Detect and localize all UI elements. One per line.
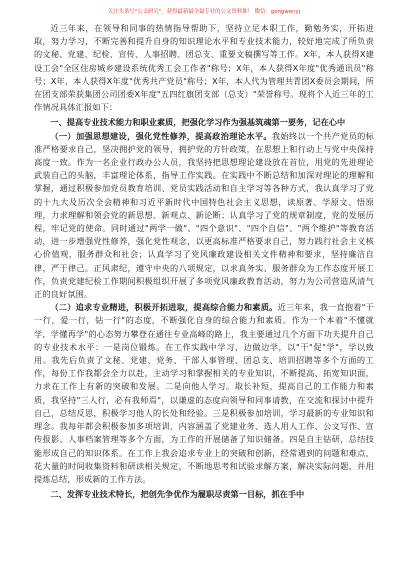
subsection-1-title: （一）加强思想建设，强化党性修养，提高政治理论水平。: [50, 130, 272, 141]
subsection-2: [34, 301, 374, 486]
intro-paragraph: 近三年来，在领导和同事的热情指导帮助下，坚持立足本职工作，勤勉务实，开拓进取，努力学习，不断完善和提升自身的知识理论水平和专业技术能力，较好地完成了所负责的文秘、党建、纪检、宣传、人事招聘、团总支、重要文稿撰写等工作。X年，本人获得X建设工会"全区住房城乡建设系统优秀工会工作者"称号；X年，本人获得X年度"优秀通讯员"称号；X年，本人获得X年度"优秀共产党员"称号；X年，本人代为管理共青团X委员会期间，所在团支部荣获集团公司团委X年度"五四红旗团支部（总支）"荣誉称号。现将个人近三年的工作情况具体汇报如下：: [34, 23, 374, 113]
subsection-2-text: 近三年来，我一直抱着"干一行，爱一行，钻一行"的态度，不断强化自身的综合能力和素质。作为一个本着"不懂就学，学懂再学"的心态努力攀登在通往专业高峰的路上，我主要通过几个方面下功夫提升自己的专业技术水平：一是岗位锻炼。在工作实践中学习，边做边学，以"干"促"学"，学以致用。我先后负责了文秘、党建、党务、干部人事管理、团总支、培训招聘等多个方面的工作，每份工作我都会全力以赴，主动学习和掌握相关的专业知识，不断提高、拓宽知识面，力求在工作上有新的突破和发展。二是向他人学习。取长补短，提高自己的工作能力和素质，我坚持"三人行，必有我师焉"，以谦虚的态度向领导和同事请教，在交流和探讨中提升自己，总结反思，积极学习他人的长处和经验。三是积极参加培训，学习最新的专业知识和理念。我每年都会积极参加多项培训，内容涵盖了党建业务、选人用人工作、公文写作、宣传报影、人事档案管理等多个方面，为工作的开展储备了知识储备。四是自主钻研，总结技能形成自己的知识体系。在工作上我会追求专业上的突破和创新，经常遇到的问题和难点，花大量的时间收集资料和研读相关规定，不断地思考和试验求解方案，解决实际问题，并用提炼总结，形成新的工作方法。: [34, 302, 374, 484]
subsection-2-title: （二）追求专业精进，积极开拓进取，提高综合能力和素质。: [50, 302, 278, 313]
section-2-title: 二、发挥专业技术特长，把创先争优作为履职尽责第一目标，抓在手中: [50, 489, 305, 500]
header-banner[interactable]: 关注头条号"公文研究"，获得最新最全最专业的公文资料推！ 微信：gongwenyj: [107, 9, 301, 15]
subsection-1-text: 我始终以一个共产党员的标准严格要求自己，坚决拥护党的领导，拥护党的方针政策，在思想上和行动上与党中央保持高度一致。作为一名企业行政办公人员，我坚持把思想理论建设放在首位，用党的先进理论武装自己的头脑，丰富理论体系，指导工作实践。在实践中不断总结和加深对理论的理解和掌握，通过积极参加党员教育培训、党员实践活动和自主学习等各种方式，我认真学习了党的十九大及历次全会精神和习近平新时代中国特色社会主义思想，读原著、学原文、悟原理，力求理解和领会党的新思想、新观点、新论断；认真学习了党的规章制度，党的发展历程，牢记党的使命。同时通过"两学一做"、"四个意识"、"四个自信"、"两个维护"等教育活动，进一步增强党性修养，强化党性观念，以更高标准严格要求自己，努力践行社会主义核心价值观，服务群众和社会；认真学习了党风廉政建设相关文件精神和要求，坚持廉洁自律，严于律己。正风肃纪，遵守中央的八项规定，以求真务实、服务群众为工作态度开展工作，负责党建纪检工作期间积极组织开展了多项党风廉政教育活动，努力为公司营造风清气正的良好氛围。: [34, 130, 374, 300]
section-1-title: 一、提高专业技术能力和职业素质，把强化学习作为强基筑魂第一要务，记在心中: [50, 117, 346, 128]
subsection-1: [34, 130, 374, 302]
